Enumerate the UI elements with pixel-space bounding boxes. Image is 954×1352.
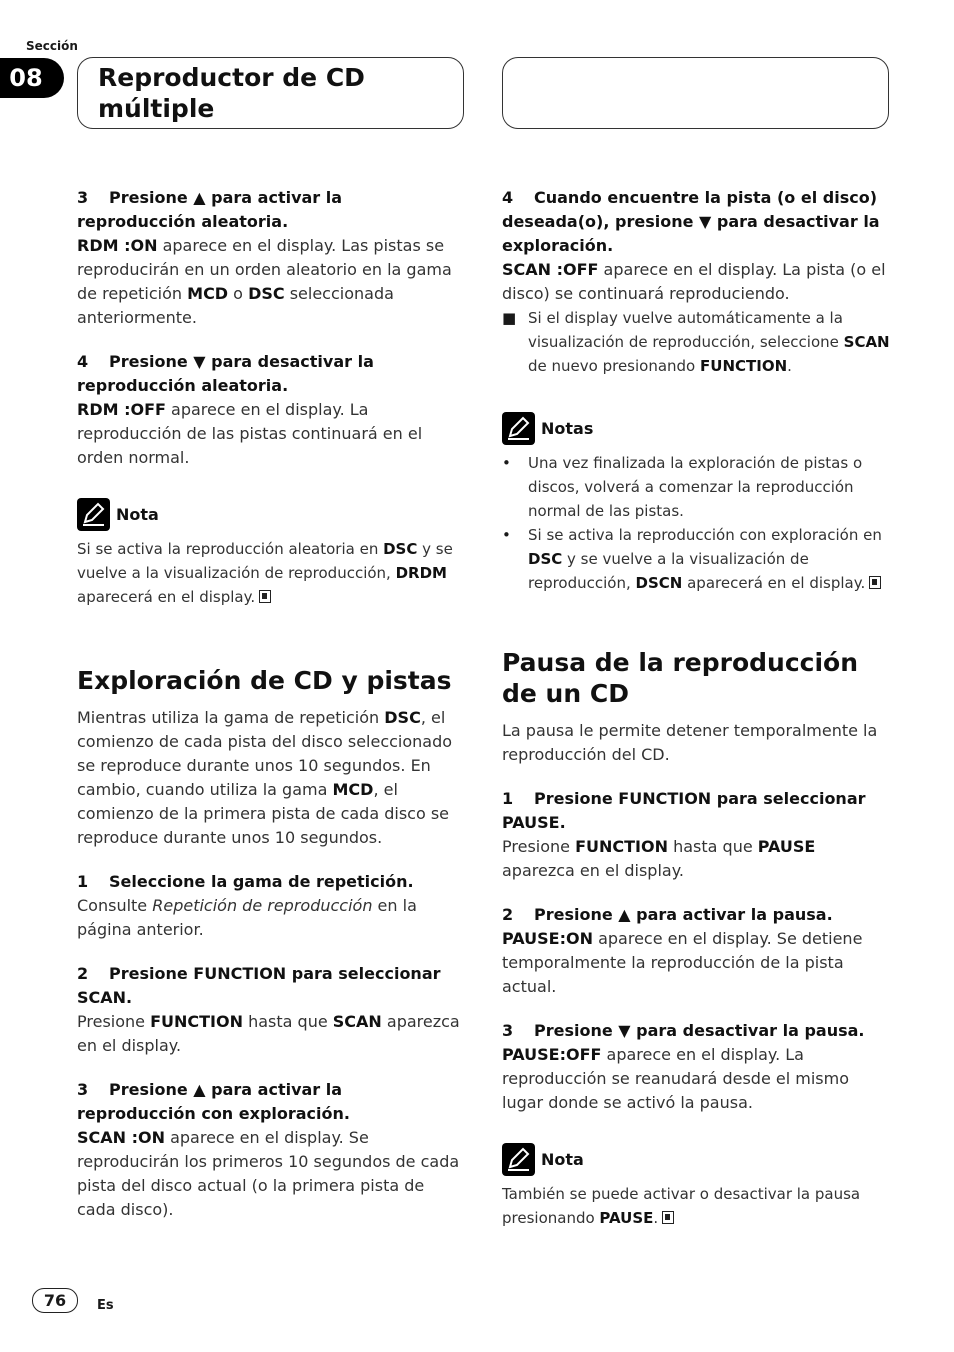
chapter-title: Reproductor de CD múltiple [98,63,365,123]
left-column [77,186,465,1222]
list-item: • Una vez finalizada la exploración de pistas o discos, volverá a comenzar la reproducción normal de las pistas. [502,451,890,523]
step-heading: 3 Presione ▼ para desactivar la pausa. [502,1021,865,1040]
empty-header-box [502,57,889,129]
note-header [502,1143,890,1176]
section-intro: La pausa le permite detener temporalmente la reproducción del CD. [502,721,878,764]
note-body: Si se activa la reproducción aleatoria en DSC y se vuelve a la visualización de reproducción, DRDM aparecerá en el display. [77,540,453,606]
language-code: Es [97,1298,114,1313]
end-mark-icon [662,1211,674,1224]
right-column [502,186,890,1230]
list-item: ■ Si el display vuelve automáticamente a la visualización de reproducción, seleccione SCAN de nuevo presionando FUNCTION. [502,306,890,378]
step-heading: 3 Presione ▲ para activar la reproducción con exploración. [77,1080,350,1123]
notes-header [502,412,890,445]
step-body: RDM :OFF aparece en el display. La reproducción de las pistas continuará en el orden normal. [77,400,423,467]
step-body: PAUSE:ON aparece en el display. Se detiene temporalmente la reproducción de la pista actual. [502,929,863,996]
section-label: Sección [26,39,78,53]
step-body: Presione FUNCTION hasta que SCAN aparezca en el display. [77,1012,460,1055]
dot-bullet-icon: • [502,526,511,544]
chapter-title-box [77,57,464,129]
step-heading: 1 Presione FUNCTION para seleccionar PAUSE. [502,789,866,832]
section-heading: Exploración de CD y pistas [77,666,452,695]
step-body: PAUSE:OFF aparece en el display. La reproducción se reanudará desde el mismo lugar donde se activó la pausa. [502,1045,849,1112]
section-number-badge: 08 [0,58,64,98]
step-heading: 3 Presione ▲ para activar la reproducción aleatoria. [77,188,343,231]
section-intro: Mientras utiliza la gama de repetición DSC, el comienzo de cada pista del disco seleccionado se reproduce durante unos 10 segundos. En cambio, cuando utiliza la gama MCD, el comienzo de la primera pista de cada disco se reproduce durante unos 10 segundos. [77,708,453,847]
note-title: Nota [541,1150,584,1169]
step-body: SCAN :OFF aparece en el display. La pista (o el disco) se continuará reproduciendo. [502,260,886,303]
note-pencil-icon [77,498,110,531]
note-pencil-icon [502,1143,535,1176]
step-body: RDM :ON aparece en el display. Las pistas se reproducirán en un orden aleatorio en la gama de repetición MCD o DSC seleccionada anteriormente. [77,236,452,327]
step-heading: 1 Seleccione la gama de repetición. [77,872,414,891]
step-body: Consulte Repetición de reproducción en la página anterior. [77,896,417,939]
step-heading: 4 Cuando encuentre la pista (o el disco) deseada(o), presione ▼ para desactivar la exploración. [502,188,880,255]
note-title: Nota [116,505,159,524]
step-body: Presione FUNCTION hasta que PAUSE aparezca en el display. [502,837,816,880]
list-item: • Si se activa la reproducción con exploración en DSC y se vuelve a la visualización de reproducción, DSCN aparecerá en el display. [502,523,890,595]
section-heading: Pausa de la reproducción de un CD [502,648,859,708]
square-bullet-icon: ■ [502,309,517,327]
step-heading: 2 Presione FUNCTION para seleccionar SCAN. [77,964,441,1007]
step-body: SCAN :ON aparece en el display. Se reproducirán los primeros 10 segundos de cada pista del disco actual (o la primera pista de cada disco). [77,1128,460,1219]
note-pencil-icon [502,412,535,445]
dot-bullet-icon: • [502,454,511,472]
note-header [77,498,465,531]
end-mark-icon [869,576,881,589]
notes-title: Notas [541,419,594,438]
step-heading: 2 Presione ▲ para activar la pausa. [502,905,833,924]
step-heading: 4 Presione ▼ para desactivar la reproducción aleatoria. [77,352,374,395]
end-mark-icon [259,590,271,603]
page-number: 76 [32,1288,78,1313]
note-body: También se puede activar o desactivar la pausa presionando PAUSE. [502,1185,861,1227]
